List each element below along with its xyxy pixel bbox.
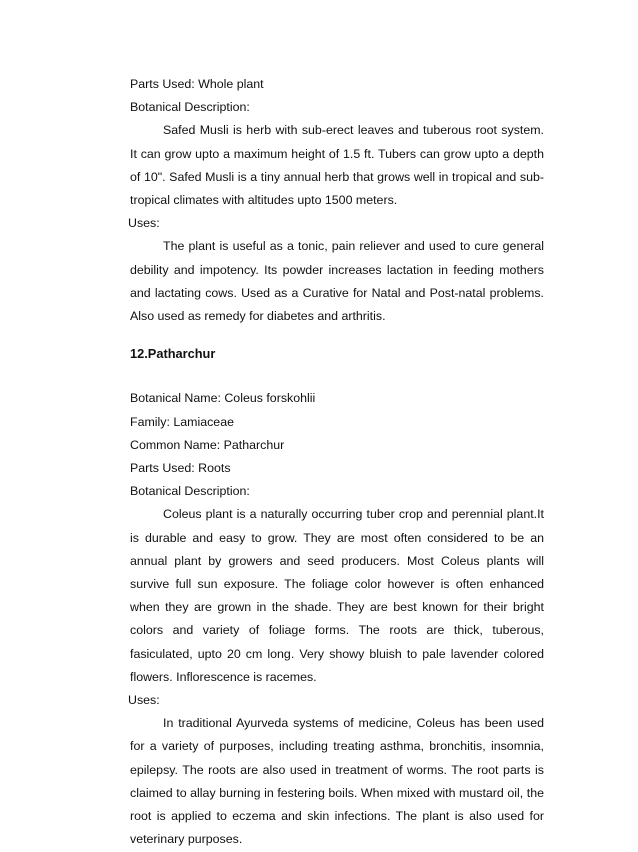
page-content: [130, 73, 544, 852]
uses-label: Uses:: [128, 693, 160, 708]
common-name: Common Name: Patharchur: [130, 437, 285, 452]
botanical-name: Botanical Name: Coleus forskohlii: [130, 391, 316, 406]
spacer: [130, 328, 544, 342]
botanical-description-label: Botanical Description:: [130, 100, 250, 115]
coleus-uses: In traditional Ayurveda systems of medicine, Coleus has been used for a variety of purposes, including treating asthma, bronchitis, insomnia, epilepsy. The roots are also used in treatment of worms. The root parts is claimed to allay burning in festering boils. When mixed with mustard oil, the root is applied to eczema and skin infections. The plant is also used for veterinary purposes.: [130, 716, 544, 847]
safed-musli-uses: The plant is useful as a tonic, pain reliever and used to cure general debility and impotency. Its powder increases lactation in feeding mothers and lactating cows. Used as a Curative for Natal and Post-natal problems. Also used as remedy for diabetes and arthritis.: [130, 239, 544, 324]
parts-used-roots: Parts Used: Roots: [130, 461, 231, 476]
section-heading-patharchur: 12.Patharchur: [130, 346, 216, 362]
safed-musli-description: Safed Musli is herb with sub-erect leaves and tuberous root system. It can grow upto a maximum height of 1.5 ft. Tubers can grow upto a depth of 10". Safed Musli is a tiny annual herb that grows well in tropical and sub-tropical climates with altitudes upto 1500 meters.: [130, 123, 544, 208]
botanical-description-label: Botanical Description:: [130, 484, 250, 499]
coleus-description: Coleus plant is a naturally occurring tuber crop and perennial plant.It is durable and easy to grow. They are most often considered to be an annual plant by growers and seed producers. Most Coleus plants will survive full sun exposure. The foliage color however is often enhanced when they are grown in the shade. They are best known for their bright colors and variety of foliage forms. The roots are thick, tuberous, fasiculated, upto 20 cm long. Very showy bluish to pale lavender colored flowers. Inflorescence is racemes.: [130, 507, 544, 684]
spacer: [130, 365, 544, 387]
parts-used-whole-plant: Parts Used: Whole plant: [130, 77, 264, 91]
family: Family: Lamiaceae: [130, 414, 234, 429]
uses-label: Uses:: [128, 216, 160, 231]
